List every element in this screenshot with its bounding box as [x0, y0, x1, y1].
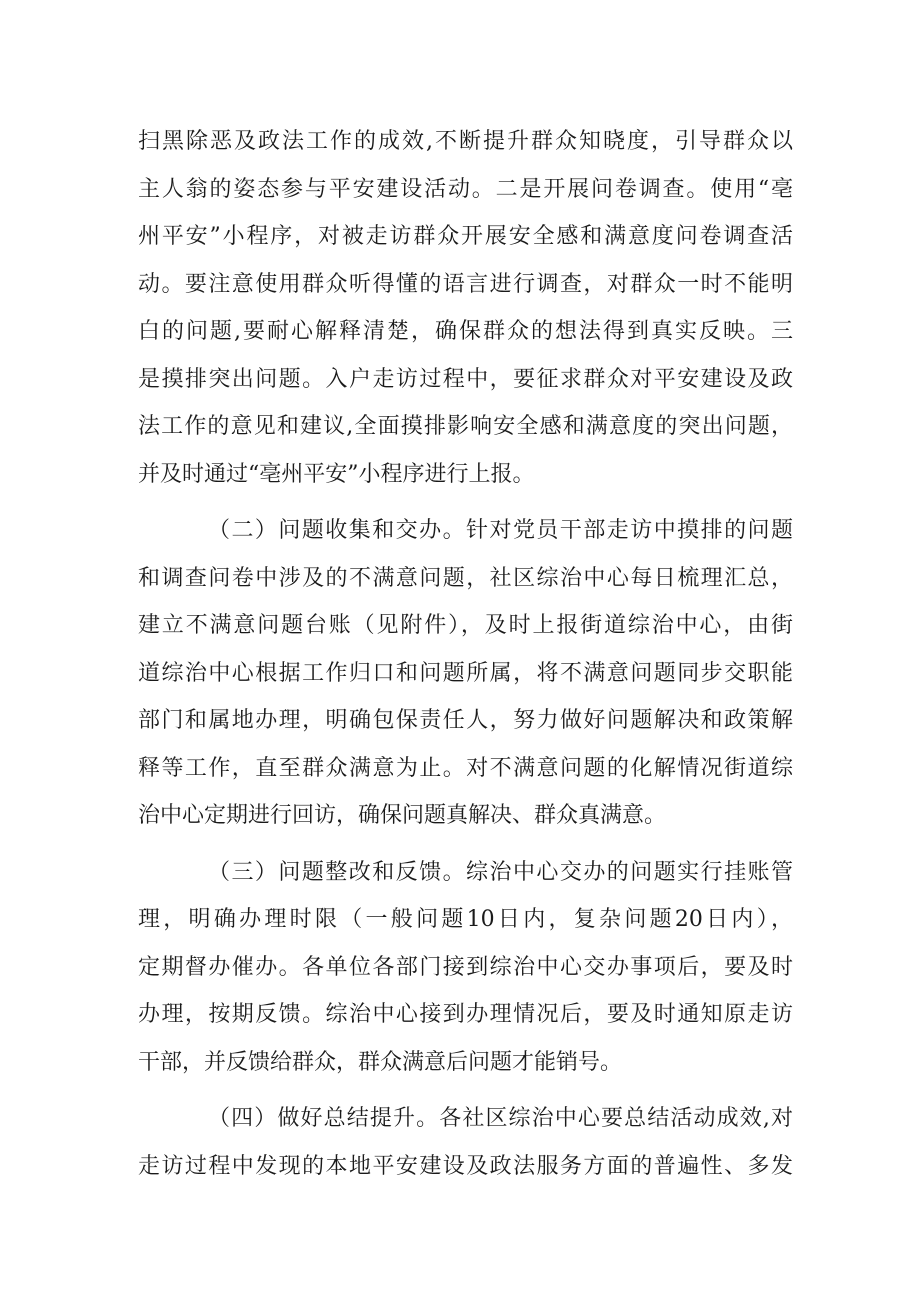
text-line: 走访过程中发现的本地平安建设及政法服务方面的普遍性、多发	[138, 1153, 793, 1179]
paragraph-gap	[138, 498, 793, 507]
text-line: 动。要注意使用群众听得懂的语言进行调查，对群众一时不能明	[138, 271, 793, 297]
text-line: 办理，按期反馈。综治中心接到办理情况后，要及时通知原走访	[138, 1002, 793, 1027]
text-line: 治中心定期进行回访，确保问题真解决、群众真满意。	[138, 803, 667, 828]
text-line: 和调查问卷中涉及的不满意问题，社区综治中心每日梳理汇总，	[138, 565, 793, 591]
text-line: 部门和属地办理，明确包保责任人，努力做好问题解决和政策解	[138, 708, 793, 733]
text-line: （三）问题整改和反馈。综治中心交办的问题实行挂账管	[208, 859, 793, 885]
text-line: 理，明确办理时限（一般问题10日内，复杂问题20日内），	[138, 907, 793, 932]
text-line: 干部，并反馈给群众，群众满意后问题才能销号。	[138, 1049, 623, 1075]
document-body	[138, 118, 793, 1190]
text-line: 并及时通过“亳州平安”小程序进行上报。	[138, 461, 535, 487]
text-line: 释等工作，直至群众满意为止。对不满意问题的化解情况街道综	[138, 755, 793, 781]
text-line: 州平安”小程序，对被走访群众开展安全感和满意度问卷调查活	[138, 224, 793, 249]
paragraph-2	[138, 507, 793, 840]
text-line: 白的问题,要耐心解释清楚，确保群众的想法得到真实反映。三	[138, 319, 793, 344]
text-line: 是摸排突出问题。入户走访过程中，要征求群众对平安建设及政	[138, 366, 793, 392]
text-line: 主人翁的姿态参与平安建设活动。二是开展问卷调查。使用“亳	[138, 176, 793, 202]
paragraph-1	[138, 118, 793, 498]
paragraph-gap	[138, 840, 793, 849]
text-line: 建立不满意问题台账（见附件），及时上报街道综治中心，由街	[138, 613, 793, 638]
text-line: 法工作的意见和建议,全面摸排影响安全感和满意度的突出问题，	[138, 414, 793, 439]
text-line: （四）做好总结提升。各社区综治中心要总结活动成效,对	[208, 1106, 793, 1131]
text-line: 道综治中心根据工作归口和问题所属，将不满意问题同步交职能	[138, 660, 793, 686]
text-line: 扫黑除恶及政法工作的成效,不断提升群众知晓度，引导群众以	[138, 129, 793, 154]
paragraph-gap	[138, 1086, 793, 1095]
text-line: 定期督办催办。各单位各部门接到综治中心交办事项后，要及时	[138, 954, 793, 980]
paragraph-3	[138, 849, 793, 1087]
text-line: （二）问题收集和交办。针对党员干部走访中摸排的问题	[208, 518, 793, 543]
paragraph-4	[138, 1095, 793, 1190]
